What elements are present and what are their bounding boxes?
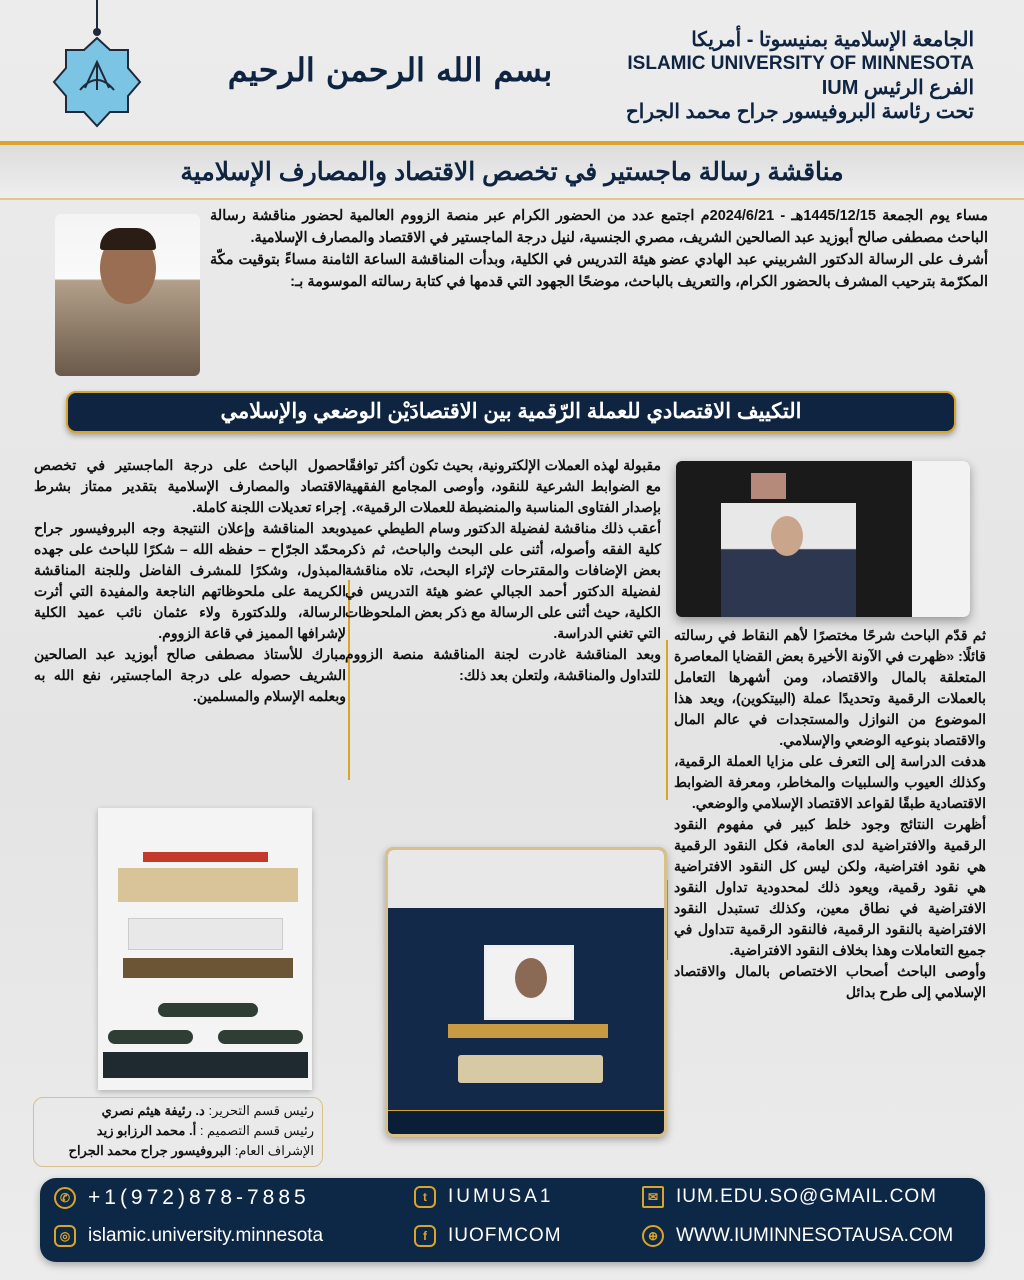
twitter-icon: t — [414, 1186, 436, 1208]
paragraph: مقبولة لهذه العملات الإلكترونية، بحيث تكون أكثر توافقًا مع الضوابط الشرعية للنقود، وأوصى المجامع الفقهية بإصدار الفتاوى المناسبة والمنضبطة للعملات الرقمية». — [345, 457, 661, 515]
paragraph: ثم قدّم الباحث شرحًا مختصرًا لأهم النقاط في رسالته قائلًا: «ظهرت في الآونة الأخيرة بعض القضايا المعاصرة المتعلقة بالمال والاقتصاد، ومن أشهرها التعامل بالعملات الرقمية وتحديدًا عملة (البيتكوين)، ويعد هذا الموضوع من النوازل والمستجدات في عالم المال والاقتصاد بنوعيه الوضعي والإسلامي. — [674, 627, 986, 748]
presidency-label: تحت رئاسة البروفيسور جراح محمد الجراح — [625, 101, 974, 123]
right-column-text — [674, 625, 986, 1003]
left-column-text — [34, 455, 346, 707]
page-title: مناقشة رسالة ماجستير في تخصص الاقتصاد والمصارف الإسلامية — [180, 158, 844, 186]
thesis-title-banner: التكييف الاقتصادي للعملة الرّقمية بين الاقتصادَيْن الوضعي والإسلامي — [66, 391, 956, 433]
paragraph: وأوصى الباحث أصحاب الاختصاص بالمال والاقتصاد الإسلامي إلى طرح بدائل — [674, 963, 986, 1000]
paragraph: أظهرت النتائج وجود خلط كبير في مفهوم النقود الرقمية والافتراضية لدى العامة، فكل النقود الرقمية هي نقود افتراضية، ولكن ليس كل النقود الافتراضية هي نقود رقمية، ويعود ذلك لمحدودية تداول النقود الافتراضية في نطاق معين، وكذلك تستبدل النقود الافتراضية بالنقود الرقمية، فالنقود الرقمية تتداول في جميع التعاملات وهذا بخلاف النقود الافتراضية. — [674, 816, 986, 958]
editorial-credits — [33, 1097, 323, 1167]
credit-line: الإشراف العام: البروفيسور جراح محمد الجراح — [68, 1143, 314, 1158]
instagram-link[interactable]: ◎ islamic.university.minnesota — [54, 1225, 323, 1247]
university-name-ar: الجامعة الإسلامية بمنيسوتا - أمريكا — [691, 29, 974, 51]
paragraph: هدفت الدراسة إلى التعرف على مزايا العملة الرقمية، وكذلك العيوب والسلبيات والمخاطر، ومعرفة الضوابط الاقتصادية طبقًا لقواعد الاقتصاد الإسلامي والوضعي. — [674, 753, 986, 811]
facebook-link[interactable]: f IUOFMCOM — [414, 1225, 562, 1247]
twitter-link[interactable]: t IUMUSA1 — [414, 1186, 553, 1208]
instagram-icon: ◎ — [54, 1225, 76, 1247]
email-link[interactable]: ✉ IUM.EDU.SO@GMAIL.COM — [642, 1186, 937, 1208]
intro-text — [210, 205, 988, 293]
intro-paragraph: مساء يوم الجمعة 1445/12/15هـ - 2024/6/21م اجتمع عدد من الحضور الكرام عبر منصة الزووم العالمية لحضور مناقشة رسالة الباحث مصطفى صالح أبوزيد عبد الصالحين الشريف، مصري الجنسية، لنيل درجة الماجستير في الاقتصاد والمصارف الإسلامية. — [210, 208, 988, 246]
university-name-en: ISLAMIC UNIVERSITY OF MINNESOTA — [627, 53, 974, 74]
facebook-icon: f — [414, 1225, 436, 1247]
congratulations-poster — [385, 847, 667, 1137]
university-header — [614, 28, 974, 124]
middle-column-text — [345, 455, 661, 686]
credit-line: رئيس قسم التحرير: د. رئيفة هيثم نصري — [101, 1103, 314, 1118]
paragraph: مبارك للأستاذ مصطفى صالح أبوزيد عبد الصالحين الشريف حصوله على درجة الماجستير، نفع الله به وبعلمه الإسلام والمسلمين. — [34, 646, 346, 704]
paragraph: أعقب ذلك مناقشة لفضيلة الدكتور وسام الطيطي عميد كلية الفقه وأصوله، أثنى على البحث والباحث، ثم ذكر بعض الإضافات والمقترحات لإثراء البحث، تلاه مناقشة لفضيلة الدكتور أحمد الجبالي عضو هيئة التدريس في الكلية، حيث أثنى على الرسالة مع ذكر بعض الملحوظات التي تغني الدراسة. — [345, 520, 661, 641]
phone-link[interactable]: ✆ +1(972)878-7885 — [54, 1186, 310, 1210]
contact-footer — [40, 1178, 985, 1262]
whatsapp-icon: ✆ — [54, 1187, 76, 1209]
paragraph: وبعد المناقشة غادرت لجنة المناقشة منصة الزووم للتداول والمناقشة، ولتعلن بعد ذلك: — [345, 646, 661, 683]
bismillah-calligraphy: بسم الله الرحمن الرحيم — [227, 51, 553, 89]
column-divider — [666, 640, 668, 800]
envelope-icon: ✉ — [642, 1186, 664, 1208]
title-band — [0, 145, 1024, 200]
website-link[interactable]: ⊕ WWW.IUMINNESOTAUSA.COM — [642, 1225, 953, 1247]
zoom-meeting-screenshot — [676, 461, 970, 617]
globe-icon: ⊕ — [642, 1225, 664, 1247]
credit-line: رئيس قسم التصميم : أ. محمد الرزابو زيد — [96, 1123, 314, 1138]
paragraph: وبعد المناقشة وإعلان النتيجة وجه البروفيسور جراح محمّد الجرّاح – حفظه الله – شكرًا للباحث على جهده المبذول، وشكرًا للمشرف الفاضل وللجنة المناقشة الكريمة على ملحوظاتهم الناجعة والمفيدة التي أثرت الرسالة، وللدكتورة ولاء عثمان نائب عميد الكلية لإشرافها المميز في قاعة الزووم. — [34, 520, 346, 641]
researcher-photo — [55, 214, 200, 376]
paragraph: حصول الباحث على درجة الماجستير في تخصص الاقتصاد والمصارف الإسلامية بتقدير ممتاز بشرط إجراء تعديلات اللجنة كاملة. — [34, 457, 346, 515]
defense-announcement-poster — [98, 808, 312, 1090]
intro-paragraph: أشرف على الرسالة الدكتور الشربيني عبد الهادي عضو هيئة التدريس في الكلية، وبدأت المناقشة الساعة الثامنة مساءً بتوقيت مكّة المكرّمة بترحيب المشرف بالحضور الكرام، والتعريف بالباحث، موضحًا الجهود التي قدمها في كتابة رسالته الموسومة بـ: — [210, 252, 988, 290]
branch-label: الفرع الرئيس IUM — [821, 77, 974, 99]
university-logo — [50, 0, 145, 128]
